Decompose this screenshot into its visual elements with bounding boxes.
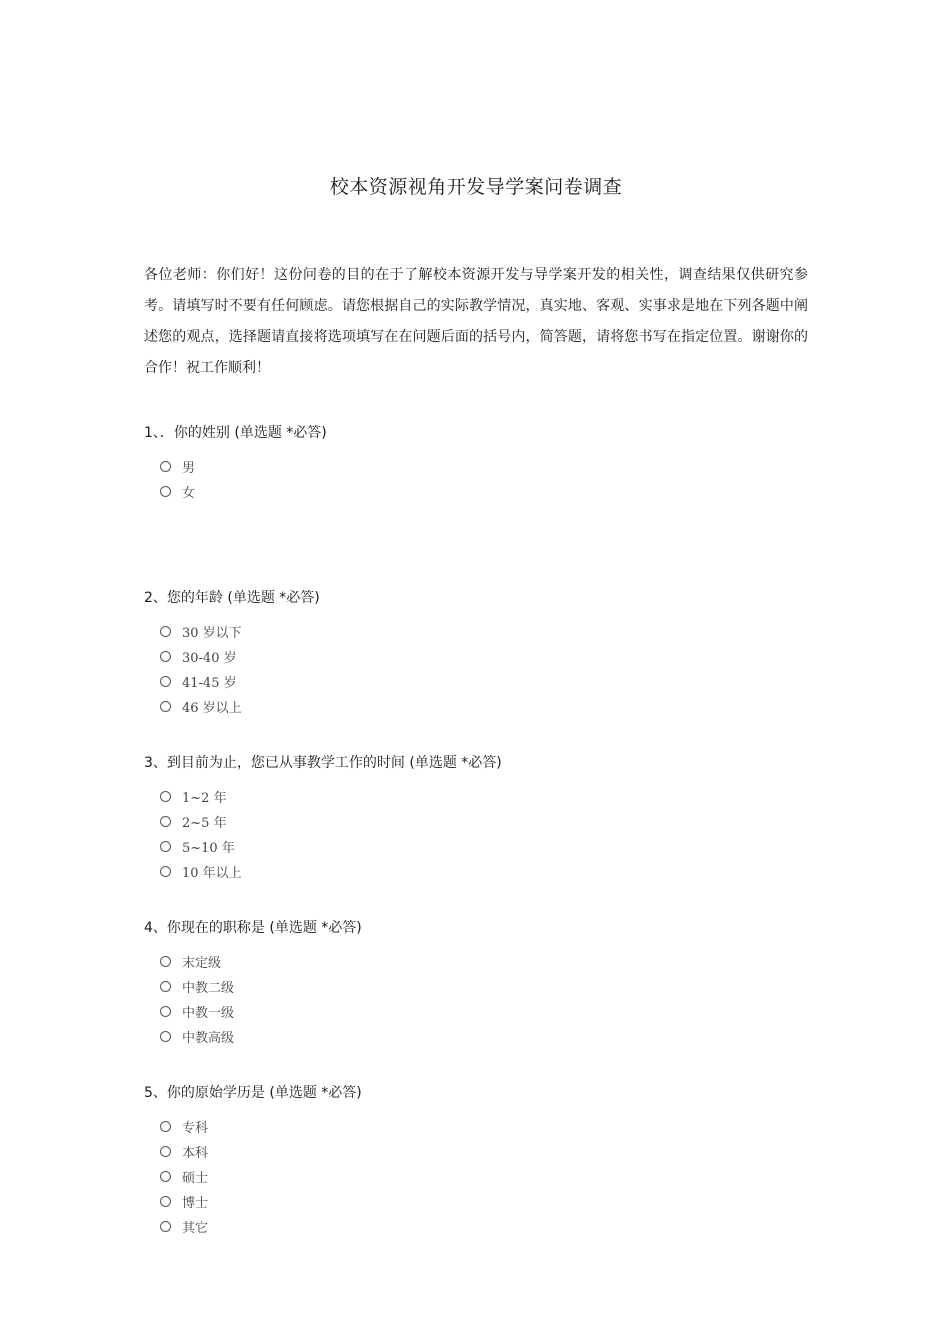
radio-button[interactable] xyxy=(160,981,171,992)
option-item[interactable] xyxy=(160,949,808,974)
radio-button[interactable] xyxy=(160,1146,171,1157)
option-label: 男 xyxy=(182,461,196,476)
question-3 xyxy=(144,752,808,917)
option-list xyxy=(160,949,808,1049)
radio-button[interactable] xyxy=(160,791,171,802)
option-item[interactable] xyxy=(160,999,808,1024)
option-label: 中教一级 xyxy=(182,1006,235,1021)
option-item[interactable] xyxy=(160,809,808,834)
radio-button[interactable] xyxy=(160,816,171,827)
radio-button[interactable] xyxy=(160,676,171,687)
question-1 xyxy=(144,422,808,587)
option-item[interactable] xyxy=(160,1024,808,1049)
option-list xyxy=(160,1114,808,1239)
radio-button[interactable] xyxy=(160,701,171,712)
question-title: 2、您的年龄 (单选题 *必答) xyxy=(144,590,320,606)
option-item[interactable] xyxy=(160,834,808,859)
option-label: 中教二级 xyxy=(182,981,235,996)
radio-button[interactable] xyxy=(160,461,171,472)
option-list xyxy=(160,454,808,504)
radio-button[interactable] xyxy=(160,626,171,637)
option-item[interactable] xyxy=(160,1139,808,1164)
question-title: 3、到目前为止，您已从事教学工作的时间 (单选题 *必答) xyxy=(144,755,502,771)
radio-button[interactable] xyxy=(160,1196,171,1207)
radio-button[interactable] xyxy=(160,1031,171,1042)
radio-button[interactable] xyxy=(160,486,171,497)
option-item[interactable] xyxy=(160,669,808,694)
question-5 xyxy=(144,1082,808,1247)
question-list xyxy=(144,422,808,1247)
radio-button[interactable] xyxy=(160,1006,171,1017)
option-label: 30 岁以下 xyxy=(182,626,242,641)
option-label: 末定级 xyxy=(182,956,222,971)
question-title: 1、．你的姓别 (单选题 *必答) xyxy=(144,425,327,441)
option-list xyxy=(160,784,808,884)
question-title: 4、你现在的职称是 (单选题 *必答) xyxy=(144,920,362,936)
option-item[interactable] xyxy=(160,694,808,719)
option-item[interactable] xyxy=(160,974,808,999)
option-label: 中教高级 xyxy=(182,1031,235,1046)
option-label: 1~2 年 xyxy=(182,791,227,806)
option-item[interactable] xyxy=(160,1189,808,1214)
radio-button[interactable] xyxy=(160,866,171,877)
option-label: 博士 xyxy=(182,1196,209,1211)
radio-button[interactable] xyxy=(160,651,171,662)
page-title: 校本资源视角开发导学案问卷调查 xyxy=(329,176,623,198)
option-item[interactable] xyxy=(160,1164,808,1189)
option-label: 硕士 xyxy=(182,1171,209,1186)
option-item[interactable] xyxy=(160,784,808,809)
option-list xyxy=(160,619,808,719)
radio-button[interactable] xyxy=(160,1121,171,1132)
option-item[interactable] xyxy=(160,1114,808,1139)
intro-paragraph: 各位老师：你们好！这份问卷的目的在于了解校本资源开发与导学案开发的相关性，调查结果仅供研究参考。请填写时不要有任何顾虑。请您根据自己的实际教学情况，真实地、客观、实事求是地在下列各题中阐述您的观点，选择题请直接将选项填写在在问题后面的括号内，简答题，请将您书写在指定位置。谢谢你的合作！祝工作顺利！ xyxy=(144,267,808,376)
option-item[interactable] xyxy=(160,479,808,504)
option-label: 30-40 岁 xyxy=(182,651,237,666)
option-label: 2~5 年 xyxy=(182,816,227,831)
option-label: 10 年以上 xyxy=(182,866,242,881)
question-title: 5、你的原始学历是 (单选题 *必答) xyxy=(144,1085,362,1101)
option-label: 其它 xyxy=(182,1221,209,1236)
question-2 xyxy=(144,587,808,752)
option-item[interactable] xyxy=(160,1214,808,1239)
question-4 xyxy=(144,917,808,1082)
option-item[interactable] xyxy=(160,859,808,884)
radio-button[interactable] xyxy=(160,956,171,967)
option-item[interactable] xyxy=(160,454,808,479)
radio-button[interactable] xyxy=(160,1171,171,1182)
option-label: 5~10 年 xyxy=(182,841,235,856)
option-label: 专科 xyxy=(182,1121,209,1136)
option-item[interactable] xyxy=(160,644,808,669)
option-label: 41-45 岁 xyxy=(182,676,237,691)
radio-button[interactable] xyxy=(160,1221,171,1232)
radio-button[interactable] xyxy=(160,841,171,852)
option-label: 本科 xyxy=(182,1146,209,1161)
option-label: 女 xyxy=(182,486,196,501)
option-item[interactable] xyxy=(160,619,808,644)
option-label: 46 岁以上 xyxy=(182,701,242,716)
